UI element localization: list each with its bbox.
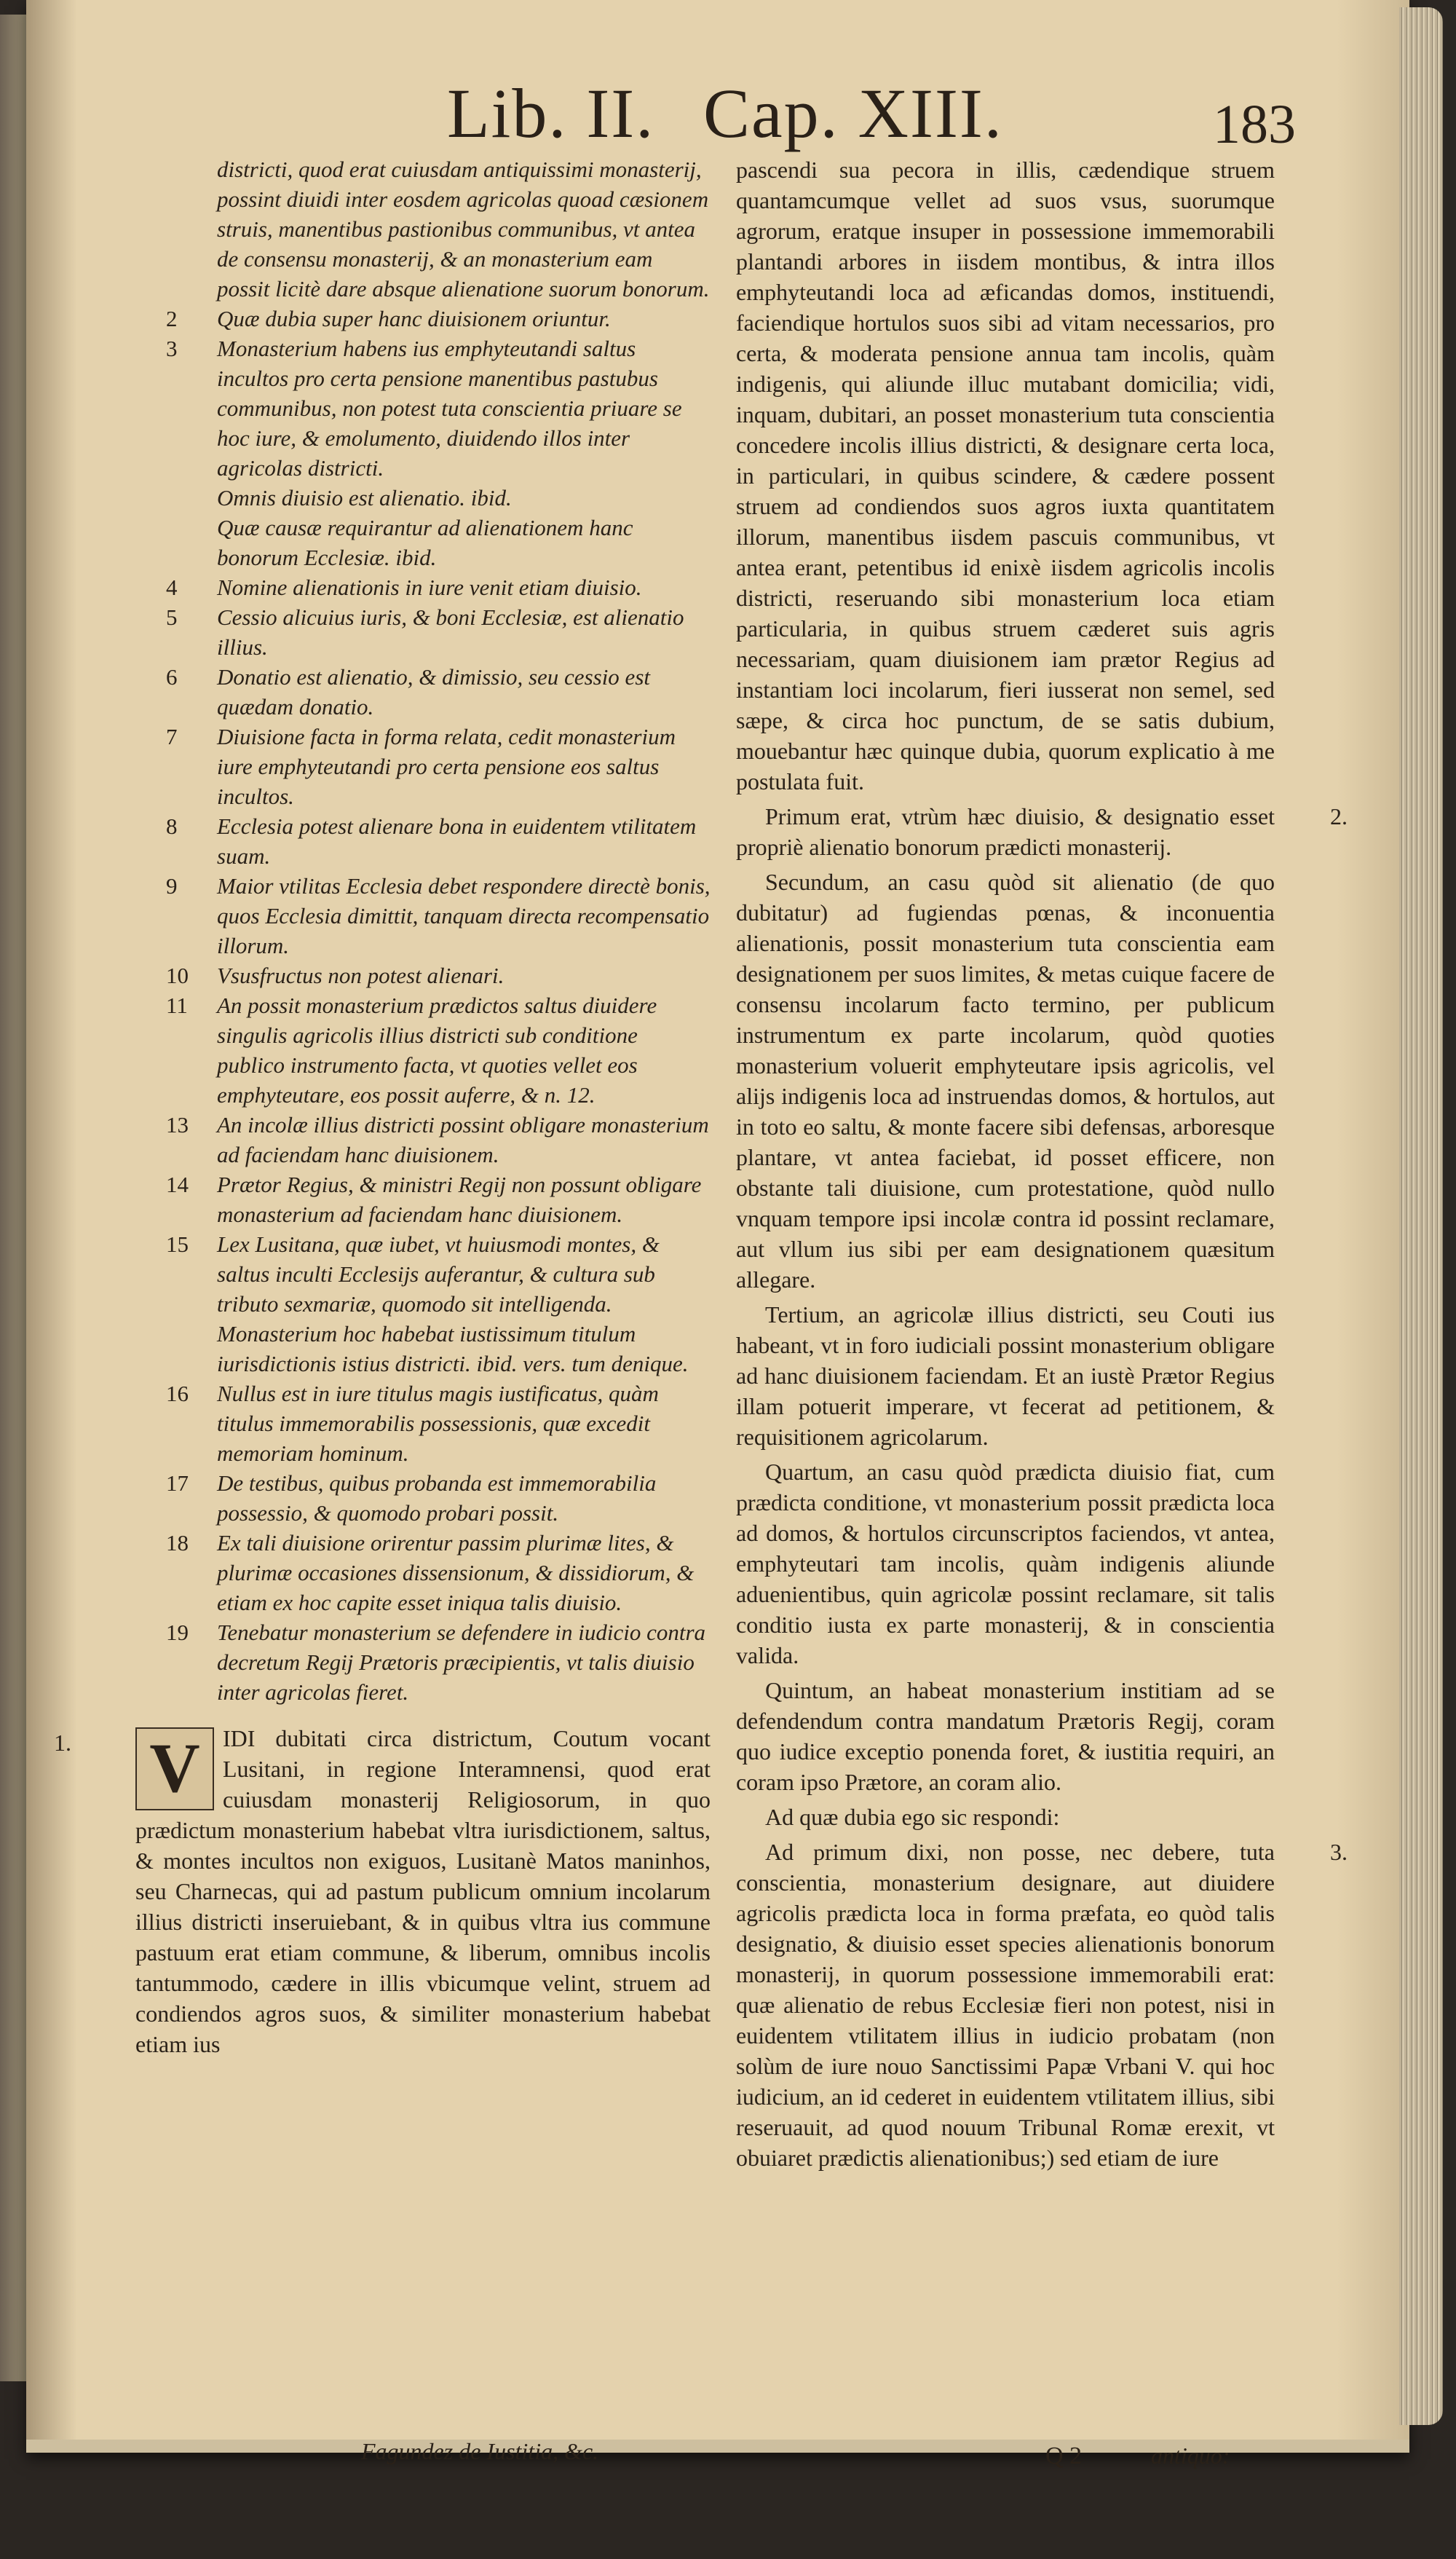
summary-text: Ex tali diuisione orirentur passim plurimæ lites, & plurimæ occasiones dissensionum, & dissidiorum, & etiam ex hoc capite esset iniqua talis diuisio. <box>217 1530 695 1615</box>
summary-number: 6 <box>166 664 178 690</box>
summary-item <box>135 483 711 513</box>
summary-text: Cessio alicuius iuris, & boni Ecclesiæ, est alienatio illius. <box>217 604 684 660</box>
margin-number: 1. <box>54 1730 71 1756</box>
running-head-chapter: Cap. XIII. <box>703 74 1003 152</box>
running-head-book: Lib. II. <box>447 74 655 152</box>
summary-text: An possit monasterium prædictos saltus diuidere singulis agricolis illius districti sub conditione publico instrumento facta, vt quoties vellet eos emphyteutare, eos possit auferre, & n. 12. <box>217 993 657 1108</box>
summary-item <box>135 1617 711 1707</box>
summary-number: 17 <box>166 1470 189 1496</box>
summary-item <box>135 1229 711 1319</box>
summary-item <box>135 1468 711 1528</box>
book-page <box>26 0 1409 2469</box>
summary-number: 11 <box>166 993 188 1018</box>
summary-number: 10 <box>166 963 189 988</box>
summary-text: Donatio est alienatio, & dimissio, seu cessio est quædam donatio. <box>217 664 650 719</box>
summary-item <box>135 1110 711 1170</box>
page-number: 183 <box>1213 94 1296 155</box>
body-paragraph <box>736 801 1348 862</box>
body-paragraph <box>736 1802 1275 1832</box>
summary-number: 7 <box>166 724 178 749</box>
summary-number: 18 <box>166 1530 189 1555</box>
paragraph-text: pascendi sua pecora in illis, cædendique struem quantamcumque vellet ad suos vsus, suorumque agrorum, eratque insuper in possessione immemorabili plantandi arbores in iisdem montibus, & intra illos emphyteutandi loca ad æficandas domos, instituendi, faciendique hortulos suos sibi ad vitam necessarios, pro certa, & moderata pensione annua tam incolis, quàm indigenis, qui aliunde illuc mutabant domicilia; vidi, inquam, dubitari, an posset monasterium tuta conscientia concedere incolis illius districti, & designare certa loca, in particulari, in quibus scindere, & cædere possent struem ad condiendos suos agros iuxta quantitatem illorum, manentibus iisdem pascuis communibus, vt antea erant, petentibus id enixè iisdem agricolis incolis districti, reseruando sibi monasterium loca etiam particularia, in quibus struem cæderet suis agris necessariam, quam diuisionem iam prætor Regius ad instantiam loci incolarum, fieri iusserat non semel, sed sæpe, & circa hoc punctum, de se satis dubium, mouebantur hæc quinque dubia, quorum explicatio à me postulata fuit. <box>736 157 1275 794</box>
summary-item <box>135 154 711 304</box>
summary-text: Tenebatur monasterium se defendere in iudicio contra decretum Regij Prætoris præcipientis, vt talis diuisio inter agricolas fieret. <box>217 1620 706 1705</box>
summary-item <box>135 961 711 990</box>
book-gutter <box>0 15 26 2381</box>
summary-item <box>135 811 711 871</box>
footer-title: Fagundez de Iustitia, &c. <box>361 2438 599 2464</box>
opening-paragraph <box>54 1723 711 2059</box>
paragraph-text: Quintum, an habeat monasterium institiam ad se defendendum contra mandatum Prætoris Regij, coram quo iudice exceptio ponenda foret, & iustitia requiri, an coram ipso Prætore, an coram alio. <box>736 1677 1275 1795</box>
summary-text: Lex Lusitana, quæ iubet, vt huiusmodi montes, & saltus inculti Ecclesijs auferantur, & cultura sub tributo sexmariæ, quomodo sit intelligenda. <box>217 1231 660 1317</box>
summary-text: Nullus est in iure titulus magis iustificatus, quàm titulus immemorabilis possessionis, quæ excedit memoriam hominum. <box>217 1381 659 1466</box>
summary-text: Nomine alienationis in iure venit etiam diuisio. <box>217 575 642 600</box>
summary-number: 8 <box>166 813 178 839</box>
summary-text: Ecclesia potest alienare bona in euidentem vtilitatem suam. <box>217 813 697 869</box>
drop-cap: V <box>135 1727 214 1810</box>
summary-text: Quæ causæ requirantur ad alienationem hanc bonorum Ecclesiæ. ibid. <box>217 515 633 570</box>
chapter-summary-list <box>135 154 711 1707</box>
paragraph-text: Quartum, an casu quòd prædicta diuisio fiat, cum prædicta conditione, vt monasterium possit prædicta loca ad domos, & hortulos circunscriptos faciendos, vt antea, emphyteutari tam incolis, quàm indigenis aliunde aduenientibus, quin agricolæ possint reclamare, sit talis conditio iusta ex parte monasterij, & in conscientia valida. <box>736 1459 1275 1668</box>
right-column <box>736 154 1348 2177</box>
summary-item <box>135 1319 711 1379</box>
paragraph-text: Tertium, an agricolæ illius districti, seu Couti ius habeant, vt in foro iudiciali possint monasterium obligare ad hanc diuisionem faciendam. Et an iustè Prætor Regius illam potuerit imperare, vt fecerat ad petitionem, & requisitionem agricolarum. <box>736 1301 1275 1450</box>
summary-item <box>135 1170 711 1229</box>
summary-text: De testibus, quibus probanda est immemorabilia possessio, & quomodo probari possit. <box>217 1470 657 1526</box>
paragraph-text: Ad primum dixi, non posse, nec debere, tuta conscientia, monasterium designare, aut diuidere agricolis prædicta loca in forma præfata, eo quòd talis designatio, & diuisio esset species alienationis bonorum monasterij, in quorum possessione immemorabili erat: quæ alienatio de rebus Ecclesiæ fieri non potest, nisi in euidentem vtilitatem illius in iudicio probatam (non solùm de iure nouo Sanctissimi Papæ Vrbani V. qui hoc iudicium, an id cederet in euidentem vtilitatem illius, sibi reseruauit, ad quod nouum Tribunal Romæ erexit, vt obuiaret prædictis alienationibus;) sed etiam de iure <box>736 1839 1275 2171</box>
summary-number: 2 <box>166 306 178 331</box>
summary-item <box>135 722 711 811</box>
left-column <box>54 154 711 2059</box>
summary-item <box>135 871 711 961</box>
summary-text: Omnis diuisio est alienatio. ibid. <box>217 485 512 510</box>
summary-text: Monasterium habens ius emphyteutandi saltus incultos pro certa pensione manentibus pastubus communibus, non potest tuta conscientia priuare se hoc iure, & emolumento, diuidendo illos inter agricolas districti. <box>217 336 682 481</box>
page-edges <box>1399 7 1443 2425</box>
summary-text: Monasterium hoc habebat iustissimum titulum iurisdictionis istius districti. ibid. vers. tum denique. <box>217 1321 689 1376</box>
summary-item <box>135 513 711 572</box>
paragraph-text: Secundum, an casu quòd sit alienatio (de quo dubitatur) ad fugiendas pœnas, & inconuentia alienationis, possit monasterium tuta conscientia eam designationem per suos limites, & metas cuique facere de consensu incolarum facto termino, per publicum instrumentum ex parte incolarum, quòd quoties monasterium voluerit emphyteutare ipsis agricolis, vel alijs indigenis loca ad instruendas domos, & hortulos, aut in toto eo saltu, & monte facere sibi defensas, arboresque plantare, vt antea faciebat, id posset efficere, non obstante tali diuisione, cum protestatione, quòd nullo vnquam tempore ipsi incolæ contra id possint reclamare, aut vllum ius sibi per eam designationem quæsitum allegare. <box>736 869 1275 1293</box>
summary-number: 15 <box>166 1231 189 1257</box>
body-paragraph <box>736 867 1275 1295</box>
margin-number: 2. <box>1330 803 1348 829</box>
summary-item <box>135 1528 711 1617</box>
summary-text: An incolæ illius districti possint obligare monasterium ad faciendam hanc diuisionem. <box>217 1112 709 1167</box>
summary-item <box>135 990 711 1110</box>
summary-number: 16 <box>166 1381 189 1406</box>
body-paragraph <box>736 1837 1348 2173</box>
summary-number: 3 <box>166 336 178 361</box>
summary-number: 9 <box>166 873 178 899</box>
body-paragraph <box>736 1456 1275 1671</box>
summary-number: 13 <box>166 1112 189 1137</box>
paragraph-text: Ad quæ dubia ego sic respondi: <box>765 1804 1060 1830</box>
signature-mark: Q 2 <box>1045 2442 1083 2469</box>
summary-text: Prætor Regius, & ministri Regij non possunt obligare monasterium ad faciendam hanc diuisionem. <box>217 1172 702 1227</box>
body-paragraph <box>736 1675 1275 1797</box>
summary-number: 19 <box>166 1620 189 1645</box>
summary-item <box>135 662 711 722</box>
summary-number: 14 <box>166 1172 189 1197</box>
body-paragraph <box>736 1299 1275 1452</box>
catchword: antiquo: <box>1151 2442 1230 2469</box>
body-paragraph <box>736 154 1275 797</box>
summary-number: 5 <box>166 604 178 630</box>
summary-item <box>135 334 711 483</box>
summary-text: Diuisione facta in forma relata, cedit monasterium iure emphyteutandi pro certa pensione eos saltus incultos. <box>217 724 676 809</box>
summary-item <box>135 602 711 662</box>
paragraph-text: Primum erat, vtrùm hæc diuisio, & designatio esset propriè alienatio bonorum prædicti monasterij. <box>736 803 1275 860</box>
opening-text: IDI dubitati circa districtum, Coutum vocant Lusitani, in regione Interamnensi, quod erat cuiusdam monasterij Religiosorum, in quo prædictum monasterium habebat vltra iurisdictionem, saltus, & montes incultos non exiguos, Lusitanè Matos maninhos, seu Charnecas, qui ad pastum publicum omnium incolarum illius districti inseruiebant, & in quibus vltra ius commune pastuum erat etiam commune, & liberum, omnibus incolis tantummodo, cædere in illis vbicumque velint, struem ad condiendos agros suos, & similiter monasterium habebat etiam ius <box>135 1725 711 2057</box>
summary-text: Vsusfructus non potest alienari. <box>217 963 505 988</box>
margin-number: 3. <box>1330 1839 1348 1865</box>
summary-text: Maior vtilitas Ecclesia debet respondere directè bonis, quos Ecclesia dimittit, tanquam directa recompensatio illorum. <box>217 873 711 958</box>
summary-item <box>135 572 711 602</box>
summary-item <box>135 1379 711 1468</box>
summary-item <box>135 304 711 334</box>
summary-number: 4 <box>166 575 178 600</box>
summary-text: Quæ dubia super hanc diuisionem oriuntur. <box>217 306 611 331</box>
summary-text: districti, quod erat cuiusdam antiquissimi monasterij, possint diuidi inter eosdem agricolas quoad cæsionem struis, manentibus pastionibus communibus, vt antea de consensu monasterij, & an monasterium eam possit licitè dare absque alienatione suorum bonorum. <box>217 157 710 301</box>
